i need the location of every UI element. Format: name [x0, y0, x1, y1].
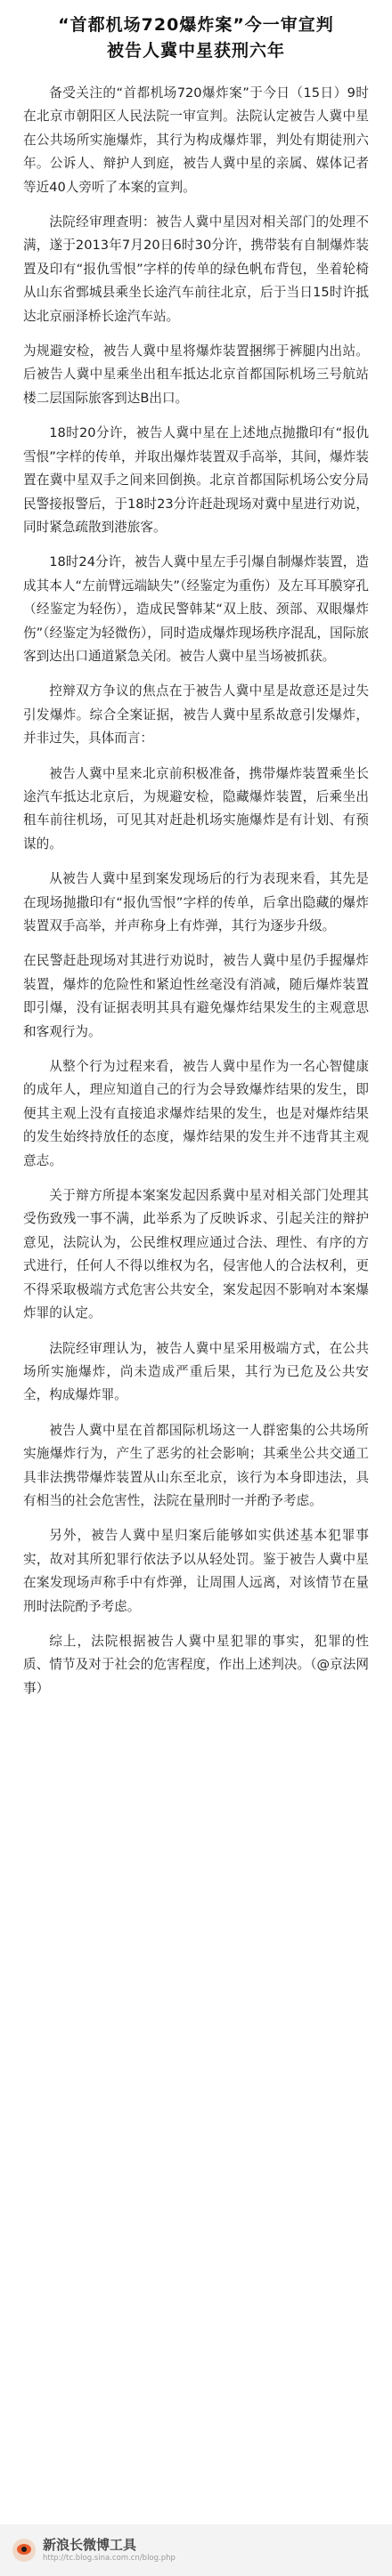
- paragraph-leaflets: 18时20分许，被告人冀中星在上述地点抛撒印有“报仇雪恨”字样的传单，并取出爆炸装置双手高举，其间，爆炸装置在冀中星双手之间来回倒换。北京首都国际机场公安分局民警接报警后，于18时23分许赶赴现场对冀中星进行劝说，同时紧急疏散到港旅客。: [23, 425, 369, 535]
- article-title-line-2: 被告人冀中星获刑六年: [106, 41, 285, 61]
- paragraph-dispute: 控辩双方争议的焦点在于被告人冀中星是故意还是过失引发爆炸。综合全案证据，被告人冀中星系故意引发爆炸，并非过失，具体而言：: [23, 683, 369, 747]
- paragraph-mitigating: 另外，被告人冀中星归案后能够如实供述基本犯罪事实，故对其所犯罪行依法予以从轻处罚。鉴于被告人冀中星在案发现场声称手中有炸弹，让周围人远离，对该情节在量刑时法院酌予考虑。: [23, 1528, 369, 1614]
- sina-weibo-logo-icon: [12, 2539, 36, 2562]
- article-title-line-1: “首都机场720爆炸案”今一审宣判: [58, 15, 334, 35]
- footer-text: [43, 2537, 176, 2564]
- paragraph-aggravating: 被告人冀中星在首都国际机场这一人群密集的公共场所实施爆炸行为，产生了恶劣的社会影响；其乘坐公共交通工具非法携带爆炸装置从山东至北京，该行为本身即违法，具有相当的社会危害性，法院在量刑时一并酌予考虑。: [23, 1422, 369, 1508]
- paragraph-intro: 备受关注的“首都机场720爆炸案”于今日（15日）9时在北京市朝阳区人民法院一审宣判。法院认定被告人冀中星在公共场所实施爆炸，其行为构成爆炸罪，判处有期徒刑六年。公诉人、辩护人到庭，被告人冀中星的亲属、媒体记者等近40人旁听了本案的宣判。: [23, 85, 369, 195]
- paragraph-facts: 法院经审理查明：被告人冀中星因对相关部门的处理不满，遂于2013年7月20日6时30分许，携带装有自制爆炸装置及印有“报仇雪恨”字样的传单的绿色帆布背包，坐着轮椅从山东省鄄城县乘坐长途汽车前往北京，后于当日15时许抵达北京丽泽桥长途汽车站。: [23, 214, 369, 324]
- footer-url: http://tc.blog.sina.com.cn/blog.php: [43, 2554, 176, 2563]
- paragraph-escalation: 从被告人冀中星到案发现场后的行为表现来看，其先是在现场抛撒印有“报仇雪恨”字样的传单，后拿出隐藏的爆炸装置双手高举，并声称身上有炸弹，其行为逐步升级。: [23, 871, 369, 933]
- footer-tool-name: 新浪长微博工具: [43, 2537, 137, 2553]
- paragraph-explosion: 18时24分许，被告人冀中星左手引爆自制爆炸装置，造成其本人“左前臂远端缺失”（经鉴定为重伤）及左耳耳膜穿孔（经鉴定为轻伤），造成民警韩某“双上肢、颈部、双眼爆炸伤”（经鉴定为轻微伤），同时造成爆炸现场秩序混乱，国际旅客到达出口通道紧急关闭。被告人冀中星当场被抓获。: [23, 554, 369, 664]
- paragraph-intent: 从整个行为过程来看，被告人冀中星作为一名心智健康的成年人，理应知道自己的行为会导致爆炸结果的发生，即便其主观上没有直接追求爆炸结果的发生，也是对爆炸结果的发生始终持放任的态度，爆炸结果的发生并不违背其主观意志。: [23, 1059, 369, 1168]
- paragraph-preparation: 被告人冀中星来北京前积极准备，携带爆炸装置乘坐长途汽车抵达北京后，为规避安检，隐藏爆炸装置，后乘坐出租车前往机场，可见其对赶赴机场实施爆炸是有计划、有预谋的。: [23, 765, 369, 852]
- paragraph-conclusion: 综上，法院根据被告人冀中星犯罪的事实，犯罪的性质、情节及对于社会的危害程度，作出上述判决。（@京法网事）: [23, 1633, 369, 1696]
- paragraph-defense: 关于辩方所提本案案发起因系冀中星对相关部门处理其受伤致残一事不满，此举系为了反映诉求、引起关注的辩护意见，法院认为，公民维权理应通过合法、理性、有序的方式进行，任何人不得以维权为名，侵害他人的合法权利，更不得采取极端方式危害公共安全，案发起因不影响对本案爆炸罪的认定。: [23, 1188, 369, 1321]
- article-body: [0, 64, 392, 1700]
- paragraph-verdict: 法院经审理认为，被告人冀中星采用极端方式，在公共场所实施爆炸，尚未造成严重后果，其行为已危及公共安全，构成爆炸罪。: [23, 1340, 369, 1403]
- paragraph-security: 为规避安检，被告人冀中星将爆炸装置捆绑于裤腿内出站。后被告人冀中星乘坐出租车抵达北京首都国际机场三号航站楼二层国际旅客到达B出口。: [23, 343, 369, 406]
- article-title: [0, 0, 392, 64]
- paragraph-persuasion: 在民警赶赴现场对其进行劝说时，被告人冀中星仍手握爆炸装置，爆炸的危险性和紧迫性丝毫没有消减，随后爆炸装置即引爆，没有证据表明其具有避免爆炸结果发生的主观意思和客观行为。: [23, 953, 369, 1039]
- watermark-footer: [0, 2524, 392, 2576]
